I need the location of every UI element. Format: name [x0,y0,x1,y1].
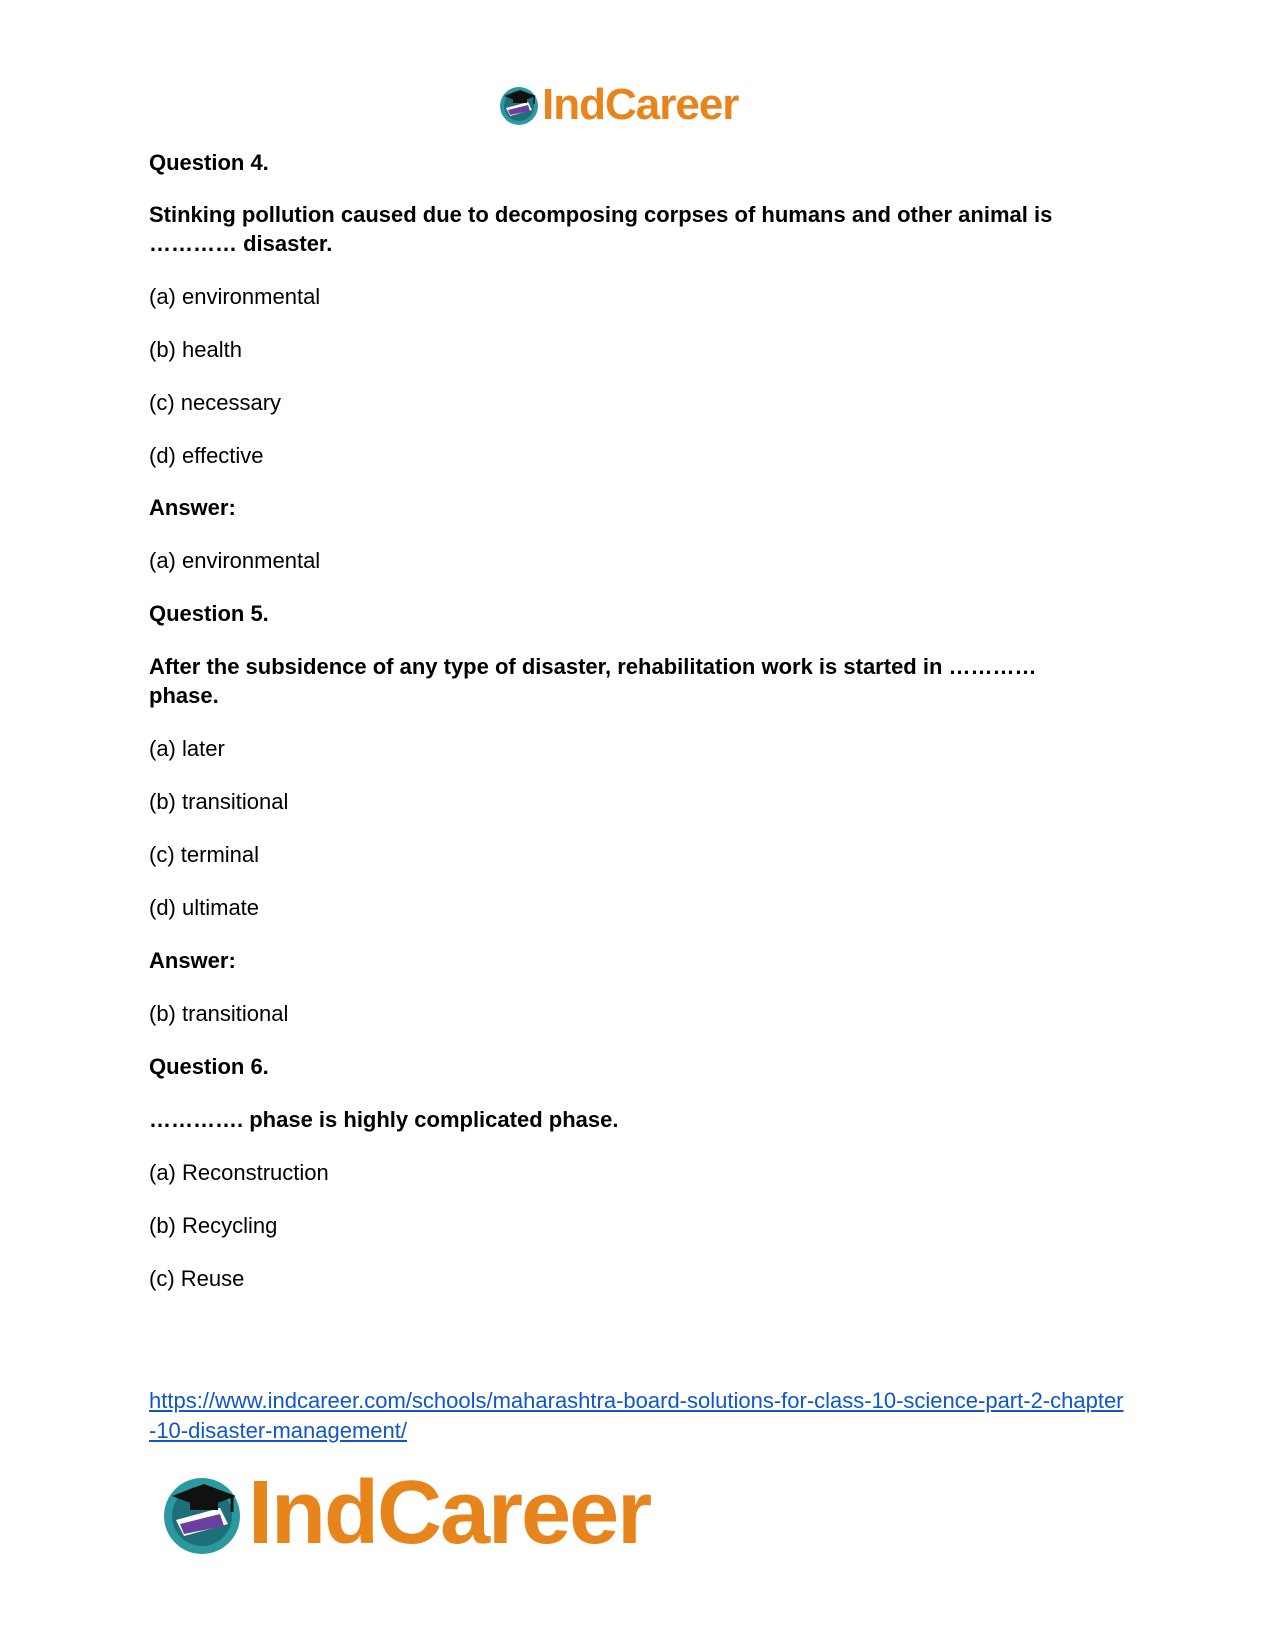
question-4-heading: Question 4. [149,150,269,175]
question-5-option-a: (a) later [149,736,225,761]
header-logo [498,80,738,130]
question-5-option-d: (d) ultimate [149,895,260,920]
logo-text: IndCareer [542,80,739,129]
question-5-text-line-2: phase. [149,683,219,708]
question-6-option-a: (a) Reconstruction [149,1160,329,1185]
question-5-heading: Question 5. [149,601,269,626]
question-4-answer-label: Answer: [149,495,236,520]
question-4-option-a: (a) environmental [149,284,321,309]
question-5-answer-label: Answer: [149,948,236,973]
question-4-text-line-1: Stinking pollution caused due to decomposing corpses of humans and other animal is [149,202,1053,227]
question-4-option-b: (b) health [149,337,242,362]
question-6-option-c: (c) Reuse [149,1266,245,1291]
source-link[interactable]: https://www.indcareer.com/schools/maharashtra-board-solutions-for-class-10-science-part-2-chapter-10-disaster-management/ [149,1388,1124,1443]
graduation-book-icon [498,84,540,126]
question-4-text-line-2: ………… disaster. [149,231,333,256]
logo-text: IndCareer [248,1463,651,1563]
question-5-answer: (b) transitional [149,1001,289,1026]
question-6-heading: Question 6. [149,1054,269,1079]
question-6-option-b: (b) Recycling [149,1213,278,1238]
footer-logo [160,1462,650,1565]
question-4-option-c: (c) necessary [149,390,282,415]
question-5-option-b: (b) transitional [149,789,289,814]
question-4-answer: (a) environmental [149,548,321,573]
question-4-option-d: (d) effective [149,443,264,468]
graduation-book-icon [160,1472,244,1556]
question-5-option-c: (c) terminal [149,842,260,867]
question-6-text: …………. phase is highly complicated phase. [149,1107,619,1132]
question-5-text-line-1: After the subsidence of any type of disaster, rehabilitation work is started in ………… [149,654,1037,679]
